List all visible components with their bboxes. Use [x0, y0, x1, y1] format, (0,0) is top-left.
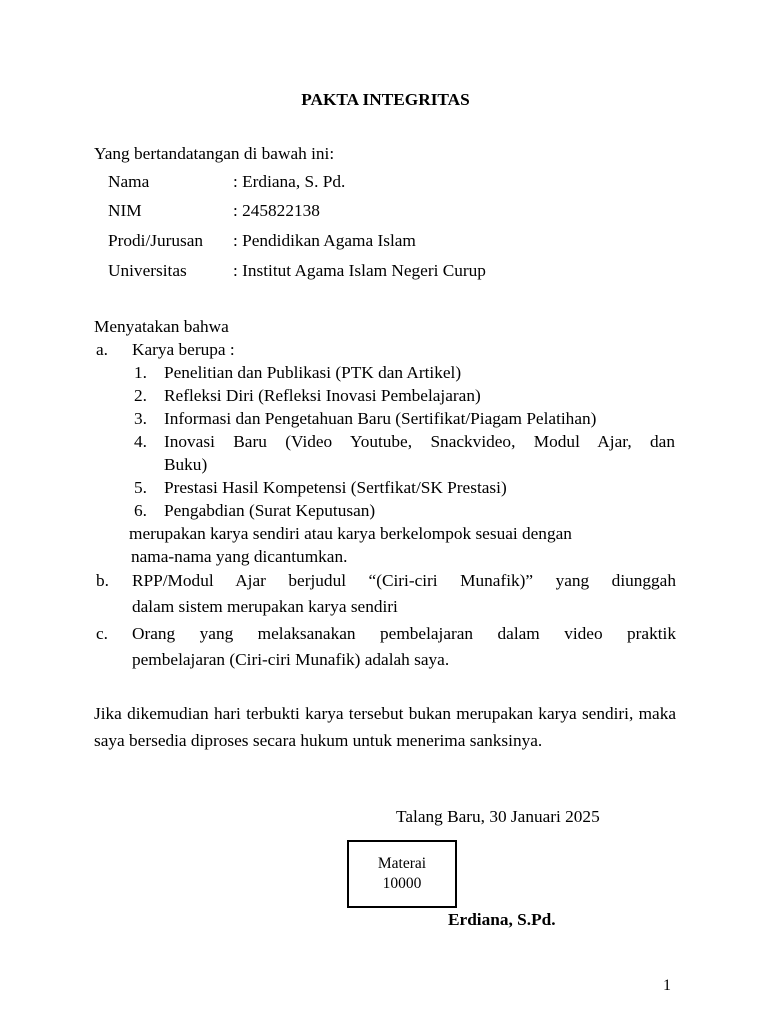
list-item-number: 2. [134, 386, 147, 405]
section-a-heading: Karya berupa : [132, 340, 235, 359]
list-item-text: Penelitian dan Publikasi (PTK dan Artikel) [164, 363, 462, 382]
university-value: : Institut Agama Islam Negeri Curup [233, 261, 486, 280]
list-item-number: 4. [134, 432, 147, 451]
nim-label: NIM [108, 201, 142, 220]
document-title: PAKTA INTEGRITAS [301, 90, 470, 109]
section-b-line1: RPP/Modul Ajar berjudul “(Ciri-ciri Munafik)” yang diunggah [132, 571, 676, 590]
section-b-line2: dalam sistem merupakan karya sendiri [132, 597, 398, 616]
section-c-line1: Orang yang melaksanakan pembelajaran dalam video praktik [132, 624, 676, 643]
name-label: Nama [108, 172, 150, 191]
section-c-line2: pembelajaran (Ciri-ciri Munafik) adalah saya. [132, 650, 450, 669]
list-item-number: 3. [134, 409, 147, 428]
stamp-box [347, 840, 457, 908]
stamp-value: 10000 [382, 875, 422, 892]
page-number: 1 [663, 977, 671, 994]
intro-line: Yang bertandatangan di bawah ini: [94, 144, 335, 163]
list-item-text-continued: Buku) [164, 455, 208, 474]
list-item-text: Prestasi Hasil Kompetensi (Sertfikat/SK Prestasi) [164, 478, 507, 497]
list-item-number: 5. [134, 478, 147, 497]
place-date: Talang Baru, 30 Januari 2025 [396, 807, 600, 826]
prodi-label: Prodi/Jurusan [108, 231, 204, 250]
section-b-marker: b. [96, 571, 109, 590]
section-a-closing-line1: merupakan karya sendiri atau karya berkelompok sesuai dengan [129, 524, 572, 543]
list-item-number: 1. [134, 363, 147, 382]
list-item-text: Refleksi Diri (Refleksi Inovasi Pembelajaran) [164, 386, 481, 405]
section-a-marker: a. [96, 340, 108, 359]
list-item-text: Inovasi Baru (Video Youtube, Snackvideo, Modul Ajar, dan [164, 432, 675, 451]
closing-paragraph: Jika dikemudian hari terbukti karya tersebut bukan merupakan karya sendiri, maka saya bersedia diproses secara hukum untuk menerima sanksinya. [94, 704, 676, 750]
list-item-text: Pengabdian (Surat Keputusan) [164, 501, 376, 520]
list-item-number: 6. [134, 501, 147, 520]
stamp-label: Materai [377, 855, 427, 872]
statement-intro: Menyatakan bahwa [94, 317, 229, 336]
section-c-marker: c. [96, 624, 108, 643]
section-a-closing-line2: nama-nama yang dicantumkan. [131, 547, 348, 566]
prodi-value: : Pendidikan Agama Islam [233, 231, 416, 250]
signatory-name: Erdiana, S.Pd. [448, 910, 556, 929]
name-value: : Erdiana, S. Pd. [233, 172, 346, 191]
list-item-text: Informasi dan Pengetahuan Baru (Sertifikat/Piagam Pelatihan) [164, 409, 597, 428]
nim-value: : 245822138 [233, 201, 320, 220]
university-label: Universitas [108, 261, 187, 280]
